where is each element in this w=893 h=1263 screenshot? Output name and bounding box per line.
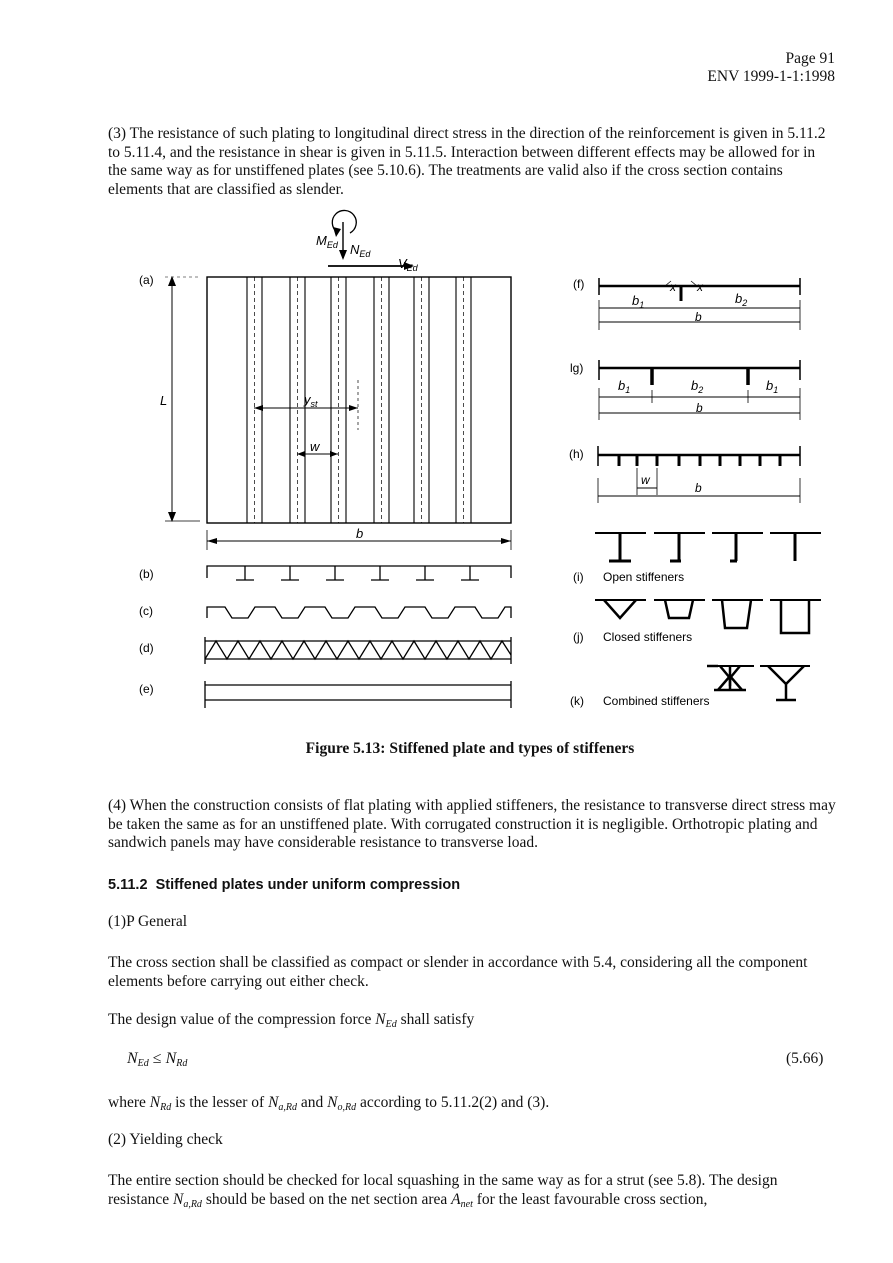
label-b: (b) bbox=[139, 567, 154, 581]
closed-stiffener-shapes bbox=[595, 600, 821, 633]
figure-caption: Figure 5.13: Stiffened plate and types of stiffeners bbox=[305, 740, 635, 757]
label-f-x2: x bbox=[697, 280, 703, 294]
plate-diagram-a bbox=[165, 210, 511, 550]
yielding-check-heading: (2) Yielding check bbox=[108, 1131, 223, 1148]
compression-paragraph: The design value of the compression force $N_{Ed}$ shall satisfy bbox=[108, 1011, 475, 1030]
label-a: (a) bbox=[139, 273, 154, 287]
label-h: (h) bbox=[569, 447, 584, 461]
paragraph-3: (3) The resistance of such plating to longitudinal direct stress in the direction of the reinforcement is given in 5.11.2 to 5.11.4, and the resistance in shear is given in 5.11.5. Interaction between different effects may be allowed for in the same way as for unstiffened plates (see 5.10.6). The treatments are valid also if the cross section contains elements that are classified as slender. bbox=[108, 125, 826, 198]
section-heading bbox=[108, 877, 460, 893]
paragraph-4: (4) When the construction consists of flat plating with applied stiffeners, the resistance to transverse direct stress may be taken the same as for an unstiffened plate. With corrugated construction it is negligible. Orthotropic plating and sandwich panels may have considerable resistance to transverse load. bbox=[108, 797, 836, 851]
label-f-b2: $b_2$ bbox=[735, 291, 748, 308]
section-e bbox=[205, 681, 511, 708]
label-V-Ed: $V_{Ed}$ bbox=[398, 256, 418, 273]
label-g: lg) bbox=[570, 361, 584, 375]
page-number: Page 91 bbox=[785, 50, 835, 67]
label-f-x1: x bbox=[670, 280, 676, 294]
label-f-b: b bbox=[695, 310, 702, 324]
yielding-paragraph: The entire section should be checked for local squashing in the same way as for a strut (see 5.8). The design resistance $N_{a,Rd}$ should be based on the net section area $A_{net}$ for the least favourable cross section, bbox=[108, 1172, 778, 1210]
label-e: (e) bbox=[139, 682, 154, 696]
section-title: Stiffened plates under uniform compression bbox=[155, 877, 461, 893]
label-b-dim: b bbox=[356, 526, 364, 541]
equation-number: (5.66) bbox=[786, 1050, 824, 1067]
subclause-1-general: (1)P General bbox=[108, 913, 188, 930]
combined-stiffeners-label: Combined stiffeners bbox=[603, 694, 710, 708]
label-f-b1: $b_1$ bbox=[632, 293, 645, 310]
where-paragraph: where $N_{Rd}$ is the lesser of $N_{a,Rd}$ and $N_{o,Rd}$ according to 5.11.2(2) and (3). bbox=[108, 1094, 550, 1113]
equation-5-66: $N_{Ed} \le N_{Rd}$ bbox=[127, 1050, 188, 1069]
section-number: 5.11.2 bbox=[108, 877, 148, 893]
label-g-b2: $b_2$ bbox=[691, 378, 704, 395]
label-N-Ed: $N_{Ed}$ bbox=[350, 242, 371, 259]
classification-paragraph: The cross section shall be classified as compact or slender in accordance with 5.4, considering all the component elements before carrying out either check. bbox=[108, 954, 808, 990]
label-j: (j) bbox=[573, 630, 584, 644]
label-yst: $y_{st}$ bbox=[304, 392, 318, 409]
label-h-w: w bbox=[641, 473, 650, 487]
section-b bbox=[207, 566, 511, 580]
label-h-b: b bbox=[695, 481, 702, 495]
section-d bbox=[205, 637, 511, 664]
section-c bbox=[207, 607, 511, 618]
standard-id: ENV 1999-1-1:1998 bbox=[707, 68, 835, 85]
open-stiffeners-label: Open stiffeners bbox=[603, 570, 685, 584]
label-g-b1a: $b_1$ bbox=[618, 378, 631, 395]
label-M-Ed: $M_{Ed}$ bbox=[316, 233, 338, 250]
label-i: (i) bbox=[573, 570, 584, 584]
label-g-b: b bbox=[696, 401, 703, 415]
closed-stiffeners-label: Closed stiffeners bbox=[603, 630, 693, 644]
open-stiffener-shapes bbox=[595, 533, 821, 561]
label-k: (k) bbox=[570, 694, 584, 708]
label-L: L bbox=[160, 393, 168, 408]
label-c: (c) bbox=[139, 604, 153, 618]
label-d: (d) bbox=[139, 641, 154, 655]
label-f: (f) bbox=[573, 277, 585, 291]
label-g-b1b: $b_1$ bbox=[766, 378, 779, 395]
label-w: w bbox=[310, 439, 320, 454]
combined-stiffener-shapes bbox=[707, 666, 810, 700]
